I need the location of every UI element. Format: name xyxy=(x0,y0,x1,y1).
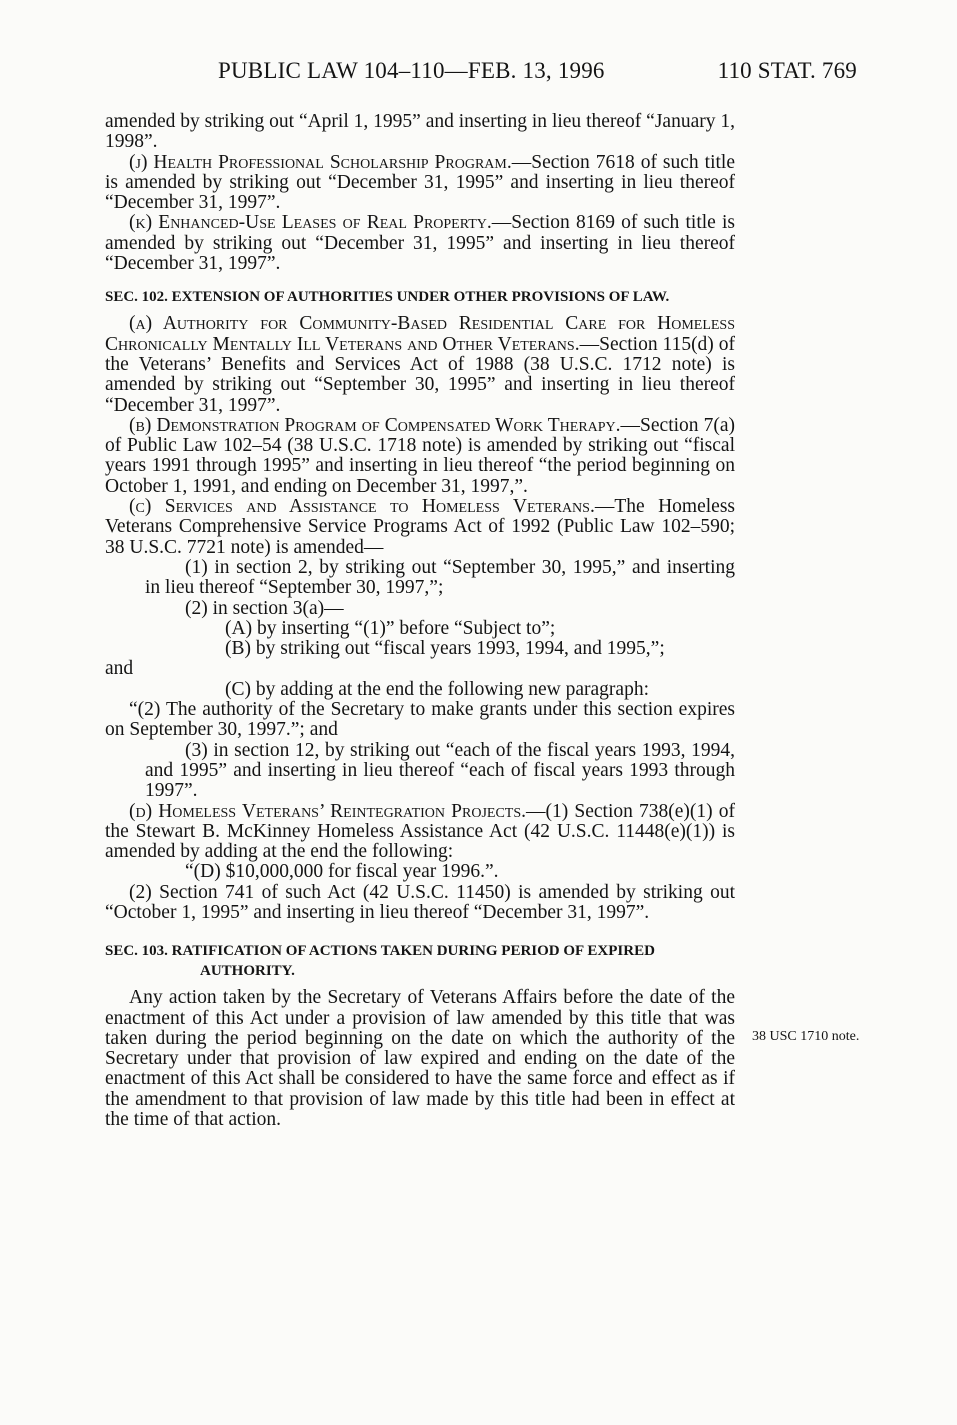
subparagraph-c2b-and: and xyxy=(105,658,134,680)
paragraph-d2: (2) Section 741 of such Act (42 U.S.C. 11450) is amended by striking out “October 1, 1995” and inserting in lieu thereof “December 31, 1997”. xyxy=(105,881,735,923)
section-103-heading: SEC. 103. RATIFICATION OF ACTIONS TAKEN DURING PERIOD OF EXPIRED AUTHORITY. xyxy=(105,943,655,980)
subsection-k xyxy=(105,213,735,274)
document-body xyxy=(105,112,735,1130)
subsection-b-heading: (b) Demonstration Program of Compensated Work Therapy. xyxy=(129,414,621,436)
subsection-c-text: —The Homeless Veterans Comprehensive Service Programs Act of 1992 (Public Law 102–590; 38 U.S.C. 7721 note) is amended— xyxy=(105,496,735,558)
subsection-d-heading: (d) Homeless Veterans’ Reintegration Projects. xyxy=(129,800,526,822)
section-103-text: Any action taken by the Secretary of Veterans Affairs before the date of the enactment of this Act under a provision of law amended by this title that was taken during the period beginning on the date on which the authority of the Secretary under that provision of law expired and ending on the date of the enactment of this Act shall be considered to have the same force and effect as if the amendment to that provision of law made by this title had been in effect at the time of that action. xyxy=(105,987,735,1131)
subsection-a xyxy=(105,314,735,415)
subsection-a-text: —Section 115(d) of the Veterans’ Benefits and Services Act of 1988 (38 U.S.C. 1712 note) is amended by striking out “September 30, 1995” and inserting in lieu thereof “December 31, 1997”. xyxy=(105,333,736,416)
subsection-j-text: —Section 7618 of such title is amended by striking out “December 31, 1995” and inserting in lieu thereof “December 31, 1997”. xyxy=(105,151,735,214)
paragraph-c2: (2) in section 3(a)— xyxy=(185,597,344,619)
subparagraph-c2b: (B) by striking out “fiscal years 1993, 1994, and 1995,”; xyxy=(225,638,665,660)
subsection-c-heading: (c) Services and Assistance to Homeless Veterans. xyxy=(129,496,595,518)
paragraph-c1: (1) in section 2, by striking out “September 30, 1995,” and inserting in lieu thereof “September 30, 1997,”; xyxy=(145,556,735,599)
subsection-a-heading: (a) Authority for Community-Based Residential Care for Homeless Chronically Mentally Ill Veterans and Other Veterans. xyxy=(105,313,735,355)
subsection-b xyxy=(105,416,735,497)
paragraph-c3: (3) in section 12, by striking out “each of the fiscal years 1993, 1994, and 1995” and inserting in lieu thereof “each of fiscal years 1993 through 1997”. xyxy=(145,739,735,802)
subsection-j-heading: (j) Health Professional Scholarship Program. xyxy=(129,151,512,173)
subsection-k-heading: (k) Enhanced-Use Leases of Real Property. xyxy=(129,212,492,234)
quoted-subparagraph: “(D) $10,000,000 for fiscal year 1996.”. xyxy=(185,861,499,883)
subsection-k-text: —Section 8169 of such title is amended by striking out “December 31, 1995” and inserting in lieu thereof “December 31, 1997”. xyxy=(105,212,735,275)
subsection-j xyxy=(105,153,735,214)
margin-note: 38 USC 1710 note. xyxy=(752,1029,860,1044)
quoted-paragraph: “(2) The authority of the Secretary to make grants under this section expires on September 30, 1997.”; and xyxy=(105,699,735,741)
subparagraph-c2c: (C) by adding at the end the following new paragraph: xyxy=(225,678,650,700)
subsection-b-text: —Section 7(a) of Public Law 102–54 (38 U.S.C. 1718 note) is amended by striking out “fiscal years 1991 through 1995” and inserting in lieu thereof “the period beginning on October 1, 1991, and ending on December 31, 1997,”. xyxy=(105,414,735,497)
subsection-c xyxy=(105,497,735,558)
running-header-page: 110 STAT. 769 xyxy=(717,58,857,83)
subparagraph-c2a: (A) by inserting “(1)” before “Subject to”; xyxy=(225,617,556,639)
subsection-d-text: —(1) Section 738(e)(1) of the Stewart B. McKinney Homeless Assistance Act (42 U.S.C. 11448(e)(1)) is amended by adding at the end the following: xyxy=(105,800,735,863)
paragraph-continuation: amended by striking out “April 1, 1995” and inserting in lieu thereof “January 1, 1998”. xyxy=(105,111,735,153)
section-102-heading: SEC. 102. EXTENSION OF AUTHORITIES UNDER OTHER PROVISIONS OF LAW. xyxy=(105,289,670,306)
running-header-title: PUBLIC LAW 104–110—FEB. 13, 1996 xyxy=(218,58,605,83)
subsection-d xyxy=(105,802,735,863)
